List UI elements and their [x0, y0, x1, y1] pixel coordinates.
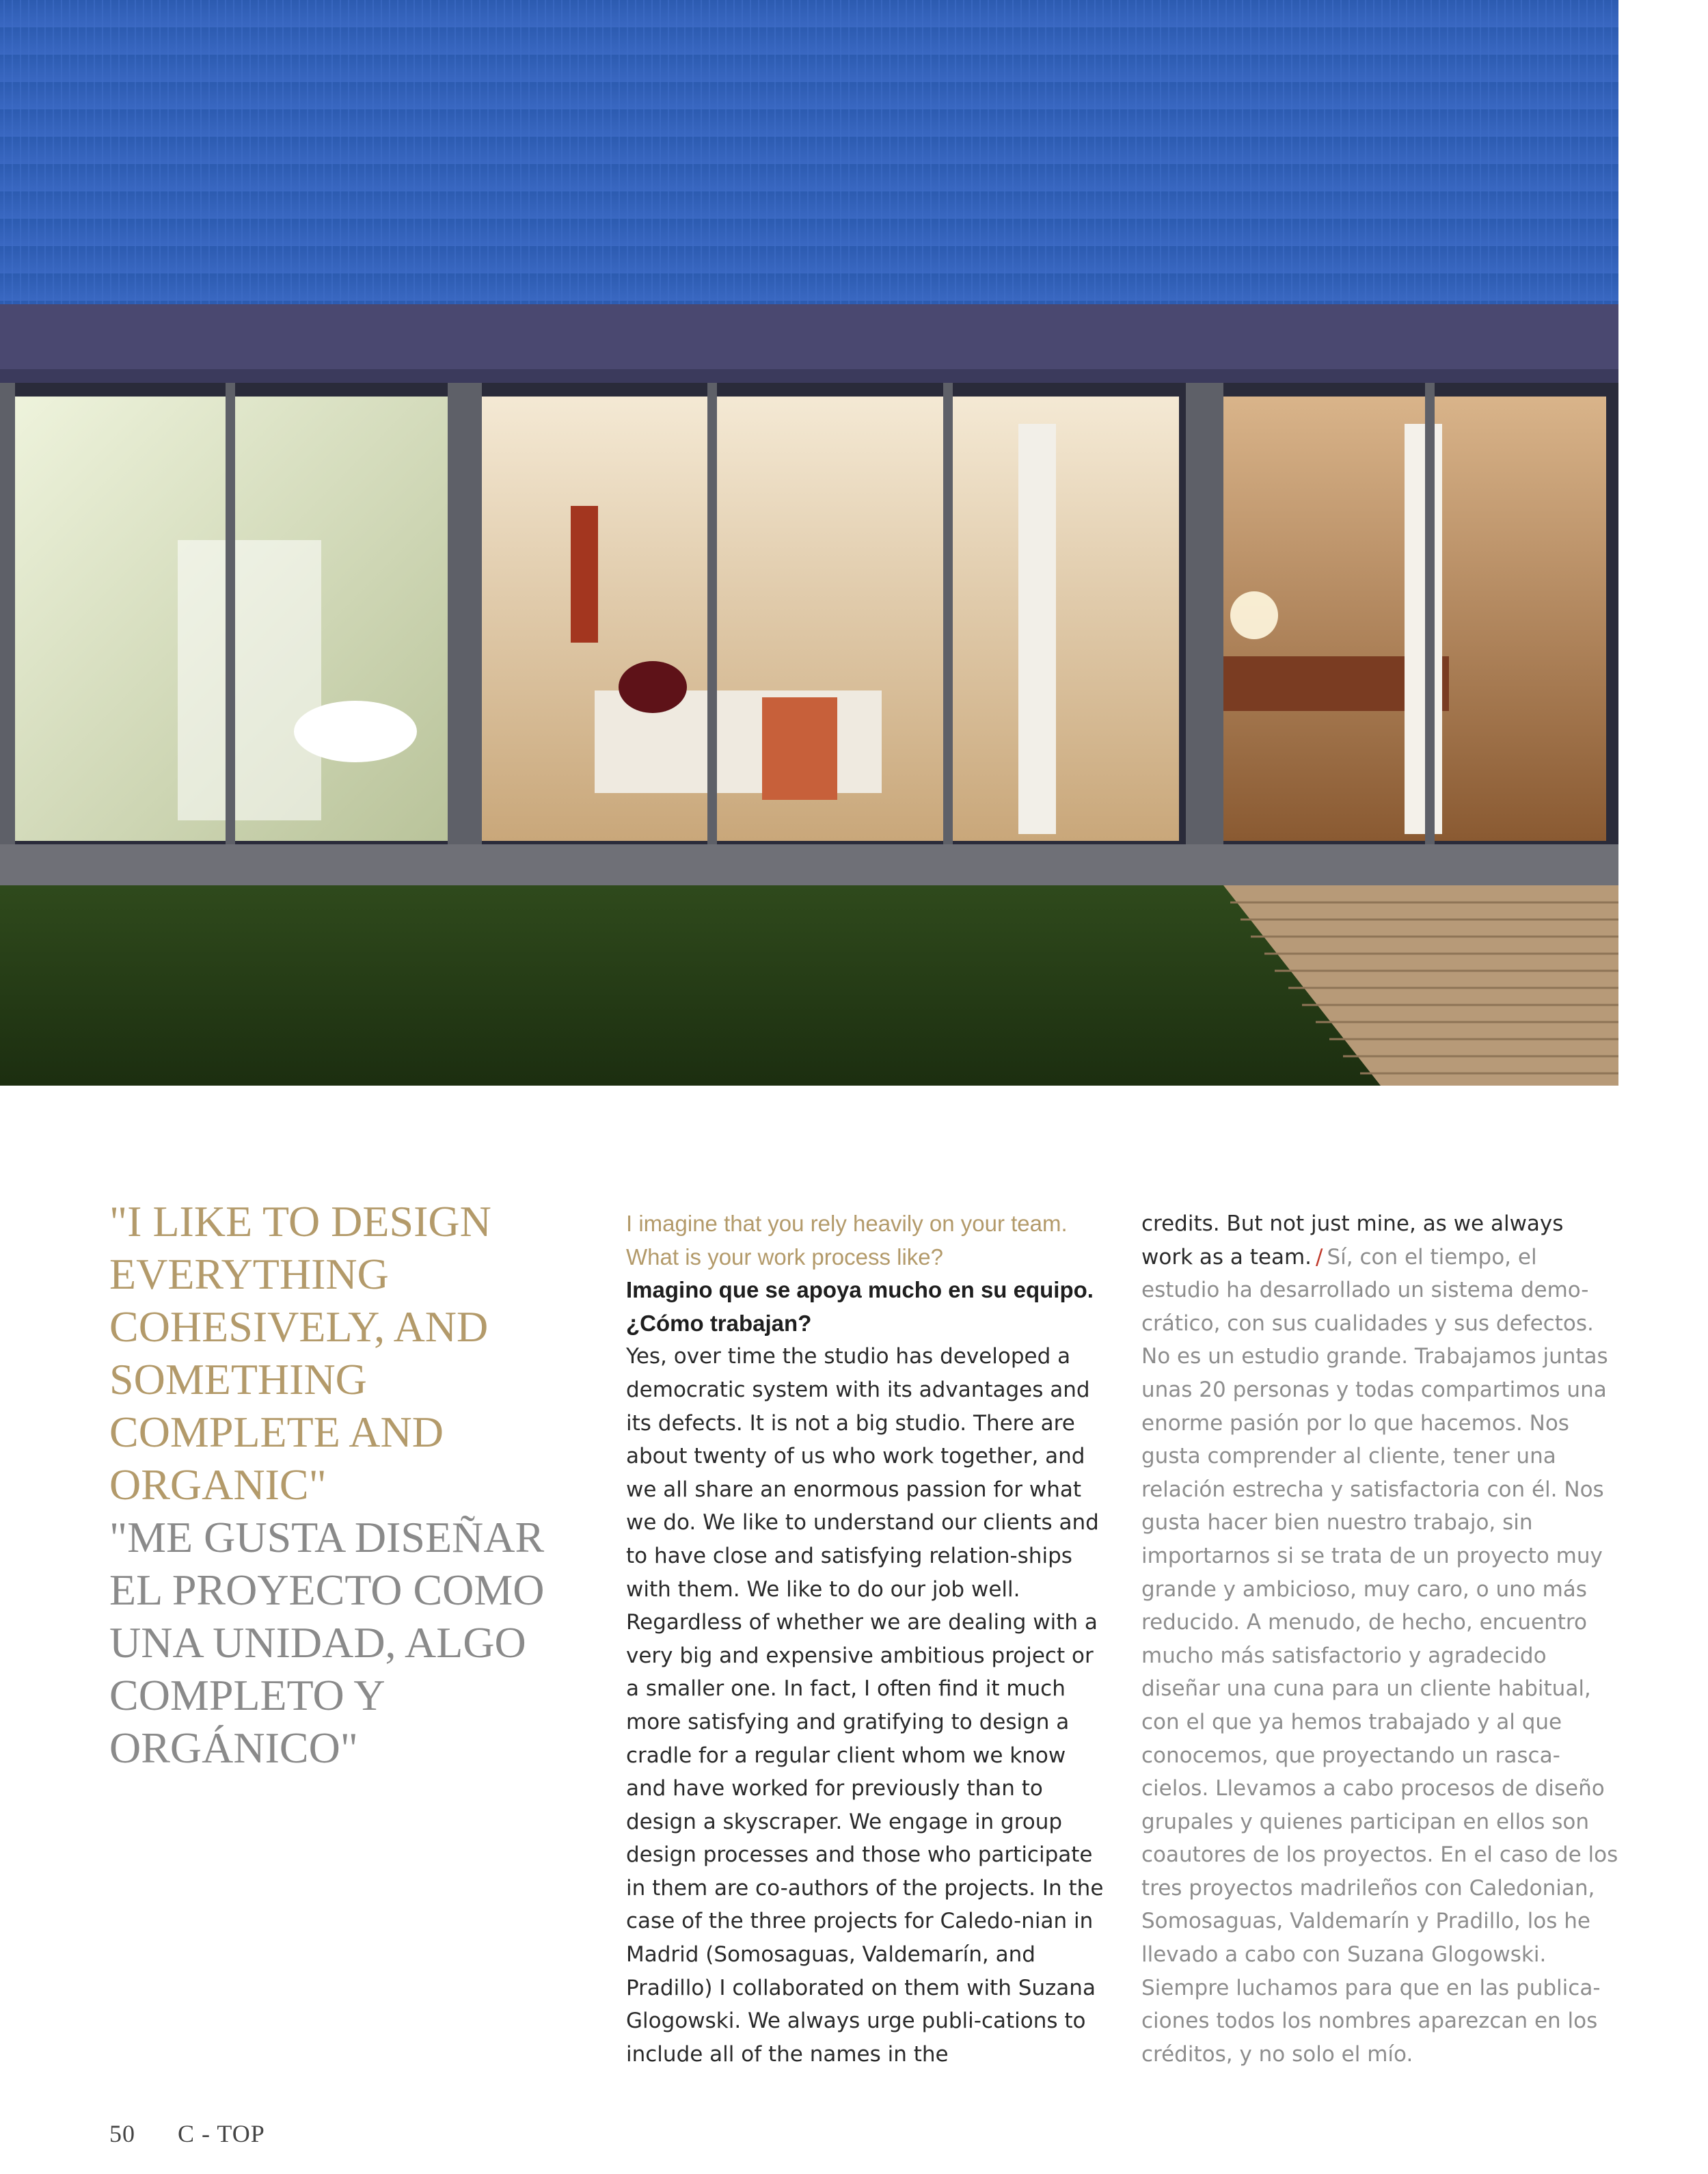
- answer-block: [1141, 1207, 1620, 2071]
- answer-spanish: Sí, con el tiempo, el estudio ha desarrollado un sistema demo-crático, con sus cualidades y sus defectos. No es un estudio grande. Trabajamos juntas unas 20 personas y todas compartimos una enorme pasión por lo que hacemos. Nos gusta comprender al cliente, tener una relación estrecha y satisfactoria con él. Nos gusta hacer bien nuestro trabajo, sin importarnos si se trata de un proyecto muy grande y ambicioso, muy caro, o uno más reducido. A menudo, de hecho, encuentro mucho más satisfactorio y agradecido diseñar una cuna para un cliente habitual, con el que ya hemos trabajado y al que conocemos, que proyectando un rasca-cielos. Llevamos a cabo procesos de diseño grupales y quienes participan en ellos son coautores de los proyectos. En el caso de los tres proyectos madrileños con Caledonian, Somosaguas, Valdemarín y Pradillo, los he llevado a cabo con Suzana Glogowski. Siempre luchamos para que en las publica-ciones todos los nombres aparezcan en los créditos, y no solo el mío.: [1141, 1244, 1618, 2067]
- article-column-right: [1141, 1207, 1620, 2071]
- page-footer: [109, 2119, 265, 2148]
- pull-quote: [109, 1195, 588, 1774]
- magazine-name: C - TOP: [178, 2120, 265, 2147]
- page-number: 50: [109, 2120, 135, 2147]
- house-photo: [0, 0, 1618, 1086]
- answer-english: Yes, over time the studio has developed a democratic system with its advantages and its defects. It is not a big studio. There are about twenty of us who work together, and we all share an enormous passion for what we do. We like to understand our clients and to have close and satisfying relation-ships with them. We like to do our job well. Regardless of whether we are dealing with a very big and expensive ambitious project or a smaller one. In fact, I often find it much more satisfying and gratifying to design a cradle for a regular client whom we know and have worked for previously than to design a skyscraper. We engage in group design processes and those who participate in them are co-authors of the projects. In the case of the three projects for Caledo-nian in Madrid (Somosaguas, Valdemarín, and Pradillo) I collaborated on them with Suzana Glogowski. We always urge publi-cations to include all of the names in the: [626, 1344, 1104, 2067]
- pull-quote-english: "I LIKE TO DESIGN EVERYTHING COHESIVELY, AND SOMETHING COMPLETE AND ORGANIC": [109, 1197, 491, 1509]
- language-separator: /: [1316, 1244, 1323, 1270]
- question-spanish: Imagino que se apoya mucho en su equipo. ¿Cómo trabajan?: [626, 1277, 1094, 1336]
- pull-quote-spanish: "ME GUSTA DISEÑAR EL PROYECTO COMO UNA UNIDAD, ALGO COMPLETO Y ORGÁNICO": [109, 1513, 545, 1772]
- article-column-middle: [626, 1207, 1104, 2071]
- question-english: I imagine that you rely heavily on your team. What is your work process like?: [626, 1211, 1068, 1270]
- answer-english-continued: credits. But not just mine, as we always work as a team.: [1141, 1211, 1564, 1270]
